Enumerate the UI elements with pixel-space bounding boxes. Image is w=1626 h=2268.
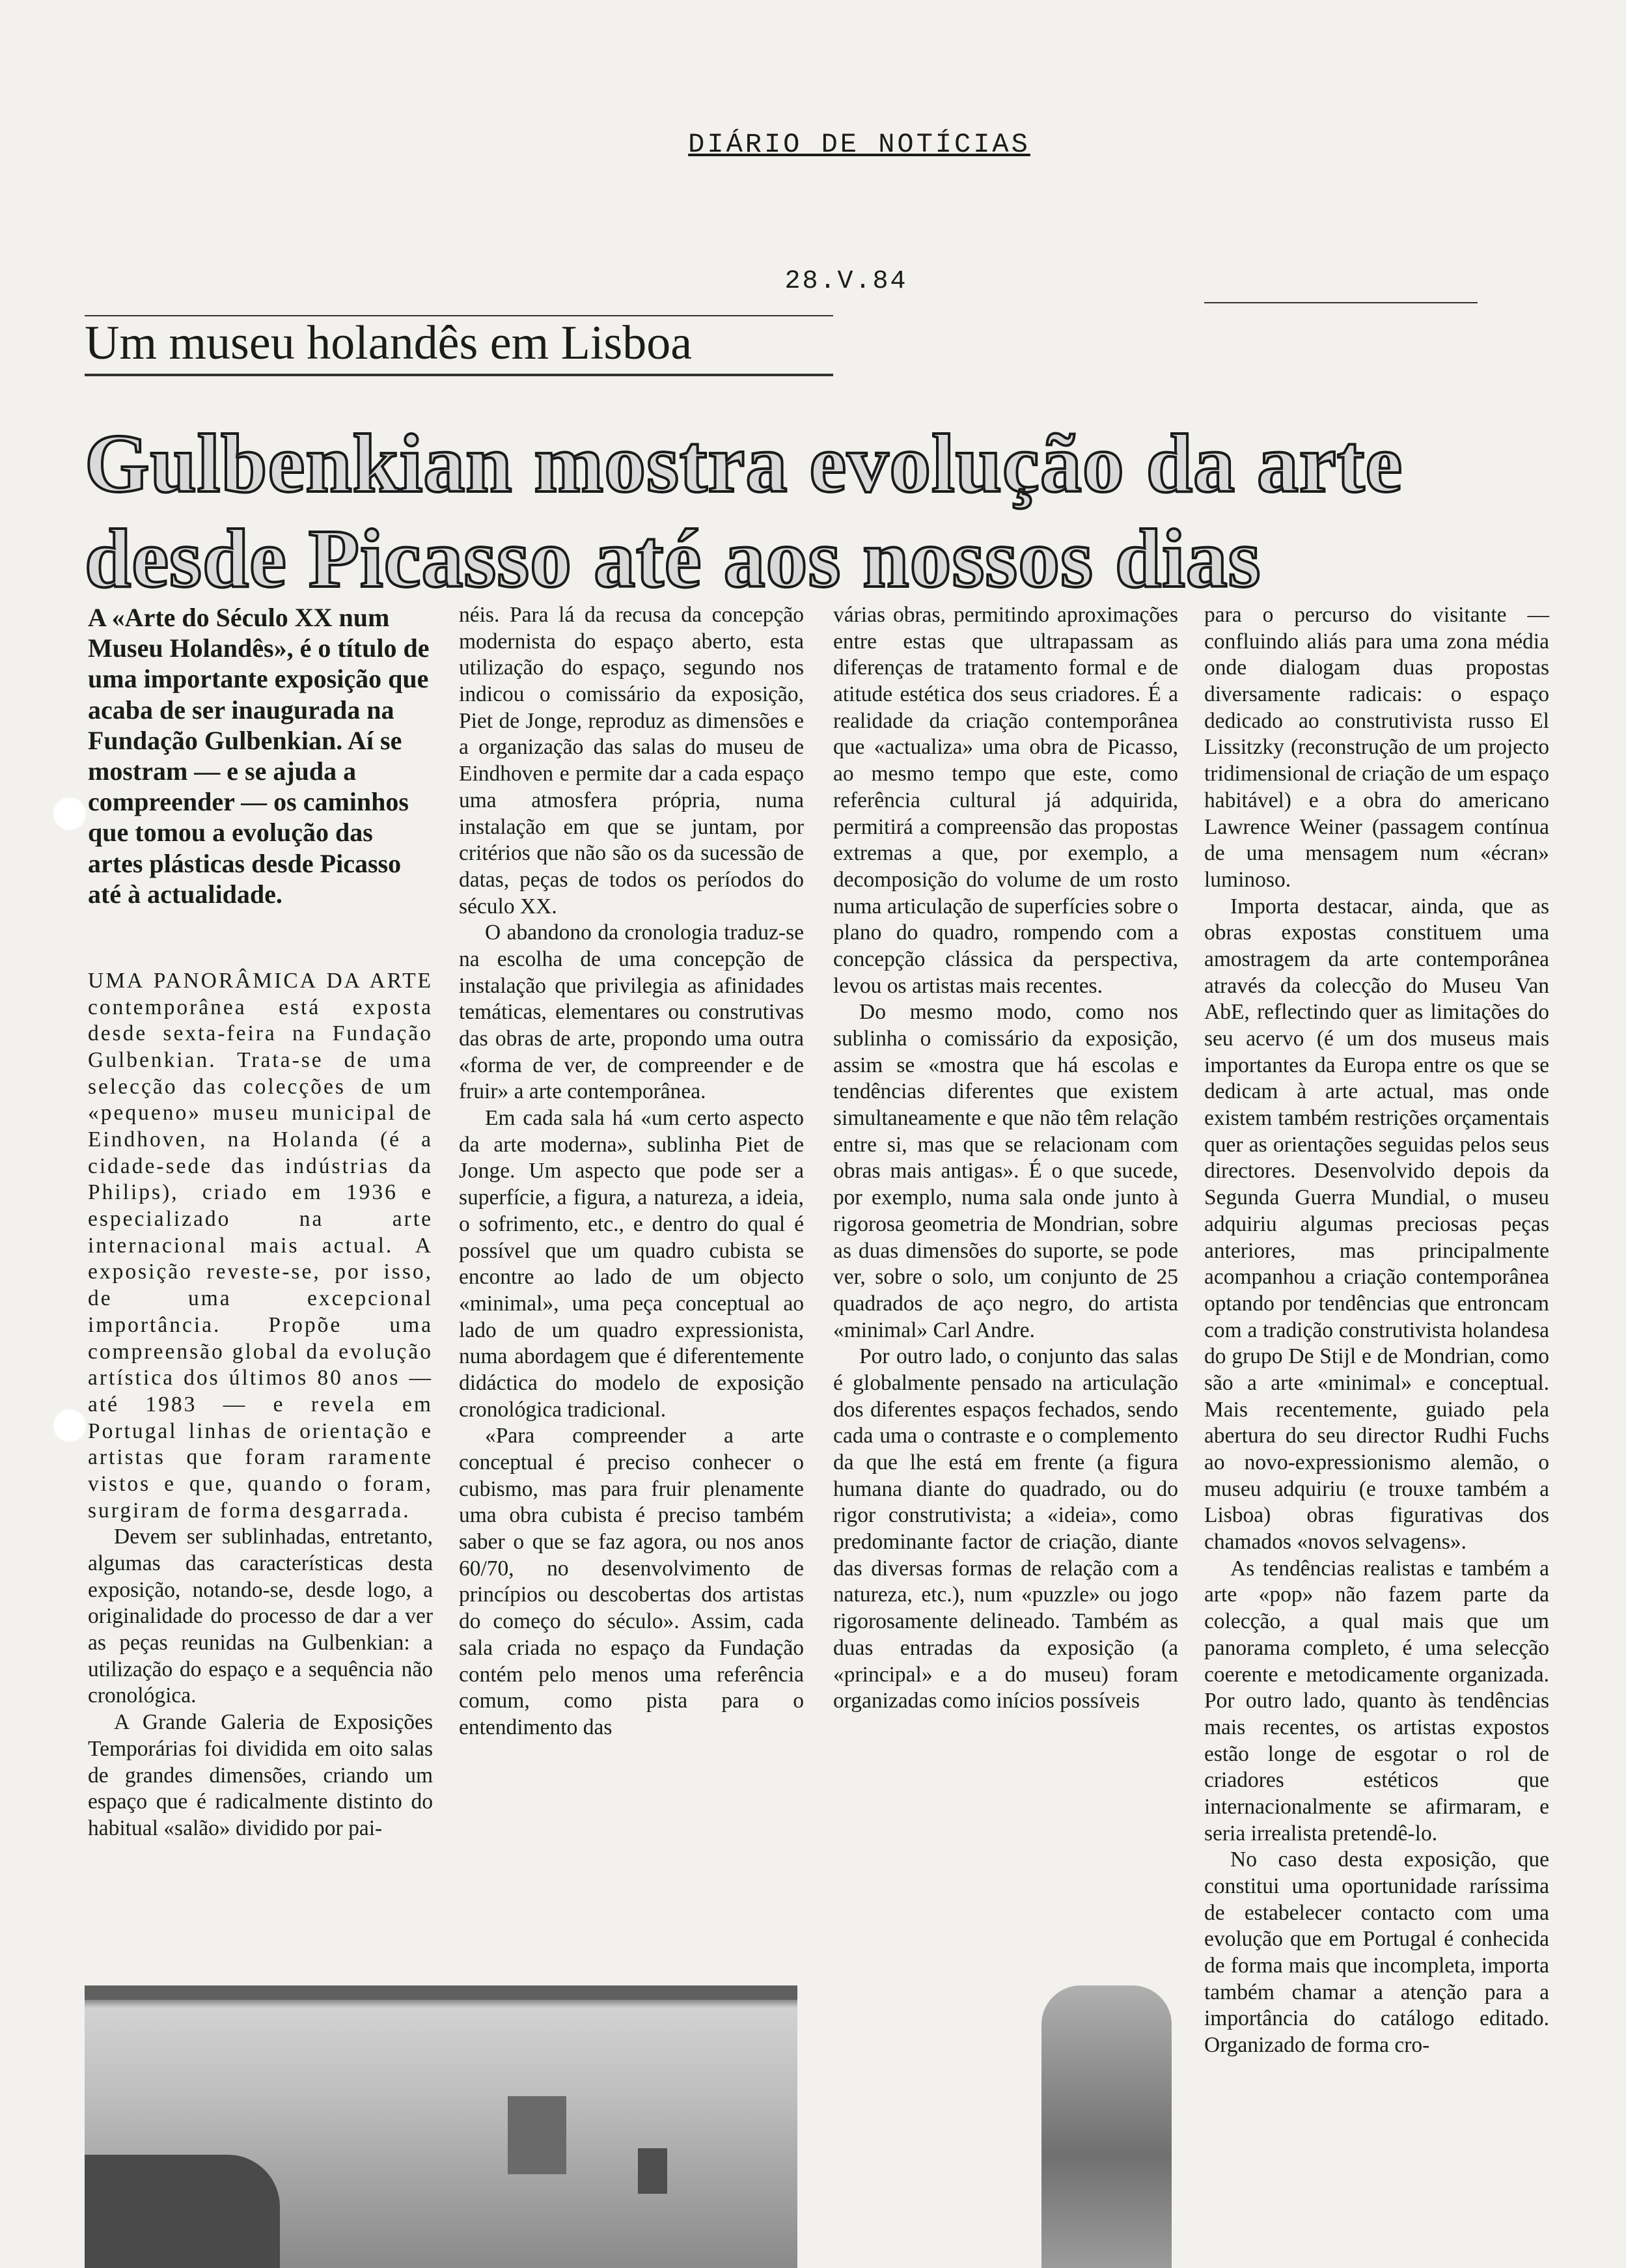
column-2 <box>459 602 804 1741</box>
photo-figures <box>85 2155 280 2268</box>
paragraph: «Para compreender a arte conceptual é preciso conhecer o cubismo, mas para fruir plenamente uma obra cubista é preciso também saber o que se faz agora, ou nos anos 60/70, no desenvolvimento de princípios ou descobertas dos artistas do começo do século». Assim, cada sala criada no espaço da Fundação contém pelo menos uma referência comum, como pista para o entendimento das <box>459 1424 804 1739</box>
paragraph: Importa destacar, ainda, que as obras expostas constituem uma amostragem da arte contemporânea através da colecção do Museu Van AbE, reflectindo quer as limitações do seu acervo (é um dos museus mais importantes da Europa entre os que se dedicam à arte actual, mas onde existem também restrições orçamentais quer as orientações seguidas pelos seus directores. Desenvolvido depois da Segunda Guerra Mundial, o museu adquiriu algumas preciosas peças anteriores, mas principalmente acompanhou a criação contemporânea optando por tendências que entroncam com a tradição construtivista holandesa do grupo De Stijl e de Mondrian, como são a arte «minimal» e conceptual. Mais recentemente, guiado pela abertura do seu director Rudhi Fuchs ao novo-expressionismo alemão, o museu adquiriu (e trouxe também a Lisboa) obras figurativas dos chamados «novos selvagens». <box>1204 894 1549 1555</box>
photo-artwork-shape <box>638 2148 667 2194</box>
paragraph: Em cada sala há «um certo aspecto da arte moderna», sublinha Piet de Jonge. Um aspecto que pode ser a superfície, a figura, a natureza, a ideia, o sofrimento, etc., e dentro do qual é possível que um quadro cubista se encontre ao lado de um objecto «minimal», uma peça conceptual ao lado de um quadro expressionista, numa abordagem que é diferentemente didáctica do modelo de exposição cronológica tradicional. <box>459 1106 804 1422</box>
photo-artwork-shape <box>508 2096 566 2174</box>
punch-hole <box>53 1409 86 1442</box>
paragraph: Por outro lado, o conjunto das salas é globalmente pensado na articulação dos diferentes espaços fechados, sendo cada uma o contraste e o complemento da que lhe está em frente (a figura humana diante do quadrado, ou do rigor construtivista; a «ideia», como predominante factor de criação, diante das diversas formas de relação com a natureza, etc.), num «puzzle» ou jogo rigorosamente delineado. Também as duas entradas da exposição (a «principal» e a do museu) foram organizadas como inícios possíveis <box>833 1344 1178 1713</box>
punch-hole <box>53 797 86 830</box>
paragraph: No caso desta exposição, que constitui uma oportunidade raríssima de estabelecer contacto com uma evolução que em Portugal é conhecida de forma mais que incompleta, importa também chamar a atenção para a importância do catálogo editado. Organizado de forma cro- <box>1204 1847 1549 2058</box>
newspaper-name: DIÁRIO DE NOTÍCIAS <box>688 129 1030 160</box>
sculpture-photo <box>1041 1985 1172 2268</box>
column-3 <box>833 602 1178 1715</box>
article-kicker: Um museu holandês em Lisboa <box>85 316 693 370</box>
kicker-underline <box>85 374 833 376</box>
exhibition-photo <box>85 1985 797 2268</box>
article-headline: Gulbenkian mostra evolução da arte desde Picasso até aos nossos dias <box>85 417 1403 605</box>
paragraph: néis. Para lá da recusa da concepção modernista do espaço aberto, esta utilização do espaço, segundo nos indicou o comissário da exposição, Piet de Jonge, reproduz as dimensões e a organização das salas do museu de Eindhoven e permite dar a cada espaço uma atmosfera própria, numa instalação em que se juntam, por critérios que não são os da sucessão de datas, peças de todos os períodos do século XX. <box>459 603 804 919</box>
paragraph: UMA PANORÂMICA DA ARTE contemporânea está exposta desde sexta-feira na Fundação Gulbenkian. Trata-se de uma selecção das colecções de um «pequeno» museu municipal de Eindhoven, na Holanda (é a cidade-sede das indústrias da Philips), criado em 1936 e especializado na arte internacional mais actual. A exposição reveste-se, por isso, de uma excepcional importância. Propõe uma compreensão global da evolução artística dos últimos 80 anos — até 1983 — e revela em Portugal linhas de orientação e artistas que foram raramente vistos e que, quando o foram, surgiram de forma desgarrada. <box>88 968 433 1523</box>
publication-date: 28.V.84 <box>784 267 908 296</box>
column-4 <box>1204 602 1549 2059</box>
paragraph: As tendências realistas e também a arte «pop» não fazem parte da colecção, a qual mais que um panorama completo, é uma selecção coerente e metodicamente organizada. Por outro lado, quanto às tendências mais recentes, os artistas expostos estão longe de esgotar o rol de criadores estéticos que internacionalmente se afirmaram, e seria irrealista pretendê-lo. <box>1204 1556 1549 1846</box>
paragraph: várias obras, permitindo aproximações entre estas que ultrapassam as diferenças de tratamento formal e de atitude estética dos seus criadores. É a realidade da criação contemporânea que «actualiza» uma obra de Picasso, ao mesmo tempo que este, como referência cultural já adquirida, permitirá a compreensão das propostas extremas a que, por exemplo, a decomposição do volume de um rosto numa articulação de superfícies sobre o plano do quadro, rompendo com a concepção clássica da perspectiva, levou os artistas mais recentes. <box>833 603 1178 998</box>
paragraph: Do mesmo modo, como nos sublinha o comissário da exposição, assim se «mostra que há escolas e tendências diferentes que existem simultaneamente e que não têm relação entre si, mas que se relacionam com obras mais antigas». É o que sucede, por exemplo, numa sala onde junto à rigorosa geometria de Mondrian, sobre as duas dimensões do suporte, se pode ver, sobre o solo, um conjunto de 25 quadrados de aço negro, do artista «minimal» Carl Andre. <box>833 1000 1178 1342</box>
paragraph: Devem ser sublinhadas, entretanto, algumas das características desta exposição, notando-se, desde logo, a originalidade do processo de dar a ver as peças reunidas na Gulbenkian: a utilização do espaço e a sequência não cronológica. <box>88 1525 433 1708</box>
column-1 <box>88 602 433 1842</box>
photo-ceiling-band <box>85 1985 797 2000</box>
paragraph: para o percurso do visitante — confluindo aliás para uma zona média onde dialogam duas propostas diversamente radicais: o espaço dedicado ao construtivista russo El Lissitzky (reconstrução de um projecto tridimensional de criação de um espaço habitável) e a obra do americano Lawrence Weiner (passagem contínua de uma mensagem num «écran» luminoso. <box>1204 603 1549 892</box>
article-lead: A «Arte do Século XX num Museu Holandês», é o título de uma importante exposição que acaba de ser inaugurada na Fundação Gulbenkian. Aí se mostram — e se ajuda a compreender — os caminhos que tomou a evolução das artes plásticas desde Picasso até à actualidade. <box>88 603 430 909</box>
date-side-rule <box>1204 302 1478 303</box>
paragraph: A Grande Galeria de Exposições Temporárias foi dividida em oito salas de grandes dimensões, criando um espaço que é radicalmente distinto do habitual «salão» dividido por pai- <box>88 1710 433 1840</box>
paragraph: O abandono da cronologia traduz-se na escolha de uma concepção de instalação que privilegia as afinidades temáticas, elementares ou construtivas das obras de arte, propondo uma outra «forma de ver, de compreender e de fruir» a arte contemporânea. <box>459 920 804 1104</box>
